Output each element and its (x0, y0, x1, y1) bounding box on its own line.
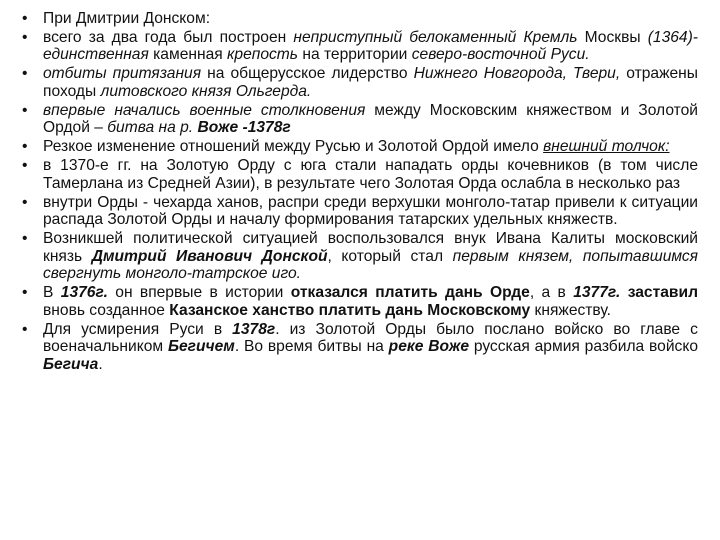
bullet-item (22, 10, 698, 28)
bullet-item (22, 157, 698, 192)
text-run: 1378г (232, 320, 276, 338)
text-run: 1377г. (573, 284, 621, 302)
text-run: Резкое изменение отношений между Русью и Золотой Ордой имело (43, 138, 544, 156)
text-run: Воже -1378г (197, 119, 291, 137)
text-run: При Дмитрии Донском: (43, 10, 211, 27)
text-run: каменная (148, 46, 228, 64)
text-run: 1376г. (60, 284, 108, 302)
text-run: между Московским княжеством и Золотой Ордой – (43, 101, 698, 137)
text-run: крепость (227, 46, 298, 64)
text-run: В (43, 284, 61, 302)
bullet-marker: • (22, 320, 28, 338)
bullet-item (22, 29, 698, 64)
text-run: всего за два года был построен (43, 28, 294, 46)
bullet-item (22, 284, 698, 319)
bullet-marker: • (22, 284, 28, 302)
bullet-marker: • (22, 193, 28, 211)
text-run: Дмитрий Иванович Донской (91, 247, 328, 265)
text-run: Казанское ханство платить дань Московскому (169, 301, 531, 319)
text-run: . Во время битвы на (234, 338, 389, 356)
text-run: литовского князя Ольгерда. (100, 82, 312, 100)
text-run: реке Воже (388, 338, 469, 356)
bullet-marker: • (22, 65, 28, 83)
bullet-item (22, 194, 698, 229)
bullet-marker: • (22, 10, 28, 27)
text-run: русская армия разбила войско (469, 338, 698, 356)
text-run: в 1370-е гг. на Золотую Орду с юга стали нападать орды кочевников (в том числе Тамерлана из Средней Азии), в результате чего Золотая Орда ослабла в несколько раз (43, 157, 698, 192)
text-run: Москвы (577, 28, 648, 46)
text-run: . из Золотой Орды было послано войско во главе с военачальником (43, 320, 698, 356)
text-run: первым князем, попытавшимся свергнуть монголо-татрское иго. (43, 247, 699, 283)
text-run: впервые начались военные столкновения (43, 101, 366, 119)
text-run: Бегичем (167, 338, 235, 356)
text-run: (1364)- единственная (43, 28, 698, 64)
text-run: он впервые в истории (107, 284, 291, 302)
text-run: северо-восточной Руси. (411, 46, 590, 64)
bullet-marker: • (22, 230, 28, 248)
bullet-item (22, 138, 698, 156)
bullet-marker: • (22, 28, 28, 46)
text-run: Бегича (43, 355, 99, 373)
text-run: вновь созданное (43, 301, 170, 319)
text-run: на общерусское лидерство (201, 65, 414, 83)
bullet-item (22, 65, 698, 100)
bullet-item (22, 102, 698, 137)
text-run: внутри Орды - чехарда ханов, распри среди верхушки монголо-татар привели к ситуации распада Золотой Орды и началу формирования татарских удельных княжеств. (43, 193, 698, 229)
text-run: . (98, 355, 103, 373)
bullet-list (22, 10, 698, 375)
bullet-item (22, 230, 698, 283)
text-run: отказался платить дань Орде (290, 284, 530, 302)
bullet-marker: • (22, 138, 28, 156)
text-run: Возникшей политической ситуацией воспользовался внук Ивана Калиты московский князь (43, 230, 698, 265)
text-run: внешний толчок: (543, 138, 670, 156)
text-run: неприступный белокаменный Кремль (293, 28, 578, 46)
text-run: Нижнего Новгорода, Твери, (413, 65, 621, 83)
text-run: на территории (298, 46, 412, 64)
text-run: битва на р. (107, 119, 198, 137)
bullet-marker: • (22, 101, 28, 119)
text-run: , а в (529, 284, 574, 302)
text-run: заставил (627, 284, 698, 302)
text-run (620, 284, 627, 301)
bullet-item (22, 321, 698, 374)
text-run: отбиты притязания (43, 65, 202, 83)
text-run: , который стал (327, 247, 453, 265)
bullet-marker: • (22, 157, 28, 175)
text-run: отражены походы (43, 65, 698, 100)
text-run: княжеству. (530, 301, 611, 319)
text-run: Для усмирения Руси в (43, 320, 233, 338)
